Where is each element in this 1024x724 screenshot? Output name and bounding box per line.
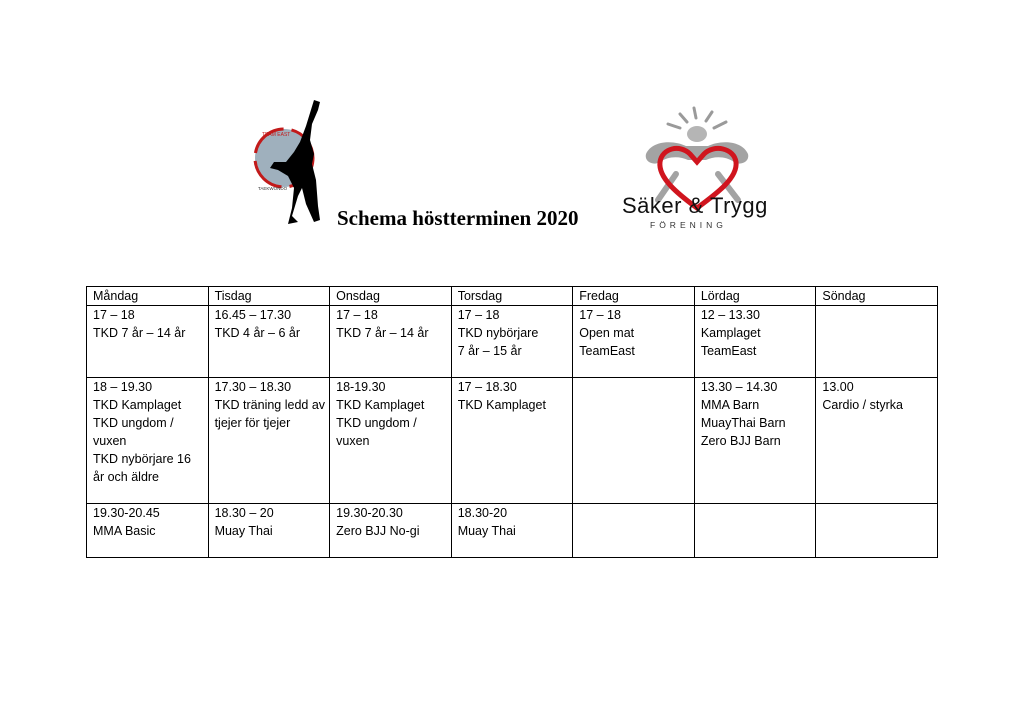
cell-line: 13.30 – 14.30 bbox=[700, 380, 778, 394]
cell-line: TKD Kamplaget bbox=[336, 398, 425, 412]
cell-line: TeamEast bbox=[579, 344, 635, 358]
schedule-cell bbox=[330, 306, 452, 378]
schedule-cell bbox=[208, 504, 330, 558]
cell-line: 16.45 – 17.30 bbox=[214, 308, 292, 322]
cell-line: 19.30-20.30 bbox=[336, 506, 403, 520]
schedule-cell bbox=[573, 378, 695, 504]
cell-line: TKD Kamplaget bbox=[93, 398, 182, 412]
cell-line: 17.30 – 18.30 bbox=[214, 380, 292, 394]
day-header: Onsdag bbox=[330, 287, 452, 306]
cell-line: TeamEast bbox=[700, 344, 757, 358]
cell-line: MuayThai Barn bbox=[700, 416, 786, 430]
cell-line: TKD Kamplaget bbox=[457, 398, 546, 412]
schedule-cell bbox=[208, 306, 330, 378]
cell-line: Muay Thai bbox=[457, 524, 516, 538]
cell-line: 17 – 18.30 bbox=[457, 380, 517, 394]
cell-line: Muay Thai bbox=[214, 524, 273, 538]
cell-line: 12 – 13.30 bbox=[700, 308, 760, 322]
schedule-cell bbox=[451, 504, 573, 558]
schedule-cell bbox=[573, 306, 695, 378]
schedule-cell bbox=[694, 378, 816, 504]
table-row bbox=[87, 306, 938, 378]
schedule-cell bbox=[816, 504, 938, 558]
schedule-cell bbox=[816, 378, 938, 504]
brand-name: Säker & Trygg bbox=[622, 193, 768, 218]
cell-line: TKD 4 år – 6 år bbox=[214, 326, 301, 340]
cell-line: MMA Basic bbox=[93, 524, 156, 538]
cell-line: Zero BJJ Barn bbox=[700, 434, 781, 448]
cell-line: MMA Barn bbox=[700, 398, 760, 412]
day-header: Lördag bbox=[694, 287, 816, 306]
schedule-cell bbox=[330, 378, 452, 504]
schedule-cell bbox=[816, 306, 938, 378]
schedule-cell bbox=[87, 306, 209, 378]
schedule-cell bbox=[208, 378, 330, 504]
schedule-cell bbox=[87, 378, 209, 504]
day-header: Fredag bbox=[573, 287, 695, 306]
day-header: Torsdag bbox=[451, 287, 573, 306]
cell-line: TKD ungdom / vuxen bbox=[93, 416, 178, 448]
page-title: Schema höstterminen 2020 bbox=[337, 206, 579, 230]
cell-line: TKD nybörjare bbox=[457, 326, 539, 340]
schedule-cell bbox=[694, 306, 816, 378]
cell-line: Cardio / styrka bbox=[822, 398, 903, 412]
team-east-taekwondo-logo bbox=[248, 96, 328, 230]
logo-text-team-east: TEAM EAST bbox=[262, 132, 291, 138]
cell-line: Open mat bbox=[579, 326, 635, 340]
schedule-table bbox=[86, 286, 938, 558]
cell-line: Zero BJJ No-gi bbox=[336, 524, 420, 538]
day-header: Måndag bbox=[87, 287, 209, 306]
cell-line: 18 – 19.30 bbox=[93, 380, 153, 394]
schedule-cell bbox=[694, 504, 816, 558]
schedule-cell bbox=[330, 504, 452, 558]
schedule-cell bbox=[451, 378, 573, 504]
schedule-cell bbox=[87, 504, 209, 558]
brand-subtitle: FÖRENING bbox=[650, 220, 727, 230]
cell-line: TKD träning ledd av tjejer för tjejer bbox=[214, 398, 329, 430]
day-header: Tisdag bbox=[208, 287, 330, 306]
table-row bbox=[87, 504, 938, 558]
schedule-cell bbox=[573, 504, 695, 558]
cell-line: Kamplaget bbox=[700, 326, 761, 340]
cell-line: TKD 7 år – 14 år bbox=[336, 326, 429, 340]
cell-line: TKD ungdom / vuxen bbox=[336, 416, 421, 448]
cell-line: 17 – 18 bbox=[579, 308, 621, 322]
schedule-cell bbox=[451, 306, 573, 378]
cell-line: 17 – 18 bbox=[336, 308, 378, 322]
cell-line: 19.30-20.45 bbox=[93, 506, 160, 520]
cell-line: 18.30-20 bbox=[457, 506, 508, 520]
logo-text-taekwondo: TAEKWONDO bbox=[258, 186, 288, 191]
cell-line: 18.30 – 20 bbox=[214, 506, 274, 520]
day-header: Söndag bbox=[816, 287, 938, 306]
cell-line: TKD 7 år – 14 år bbox=[93, 326, 186, 340]
table-row bbox=[87, 378, 938, 504]
cell-line: 13.00 bbox=[822, 380, 854, 394]
cell-line: 7 år – 15 år bbox=[457, 344, 522, 358]
cell-line: 17 – 18 bbox=[457, 308, 500, 322]
cell-line: 18-19.30 bbox=[336, 380, 386, 394]
cell-line: 17 – 18 bbox=[93, 308, 135, 322]
header-row bbox=[87, 287, 938, 306]
cell-line: TKD nybörjare 16 år och äldre bbox=[93, 452, 195, 484]
